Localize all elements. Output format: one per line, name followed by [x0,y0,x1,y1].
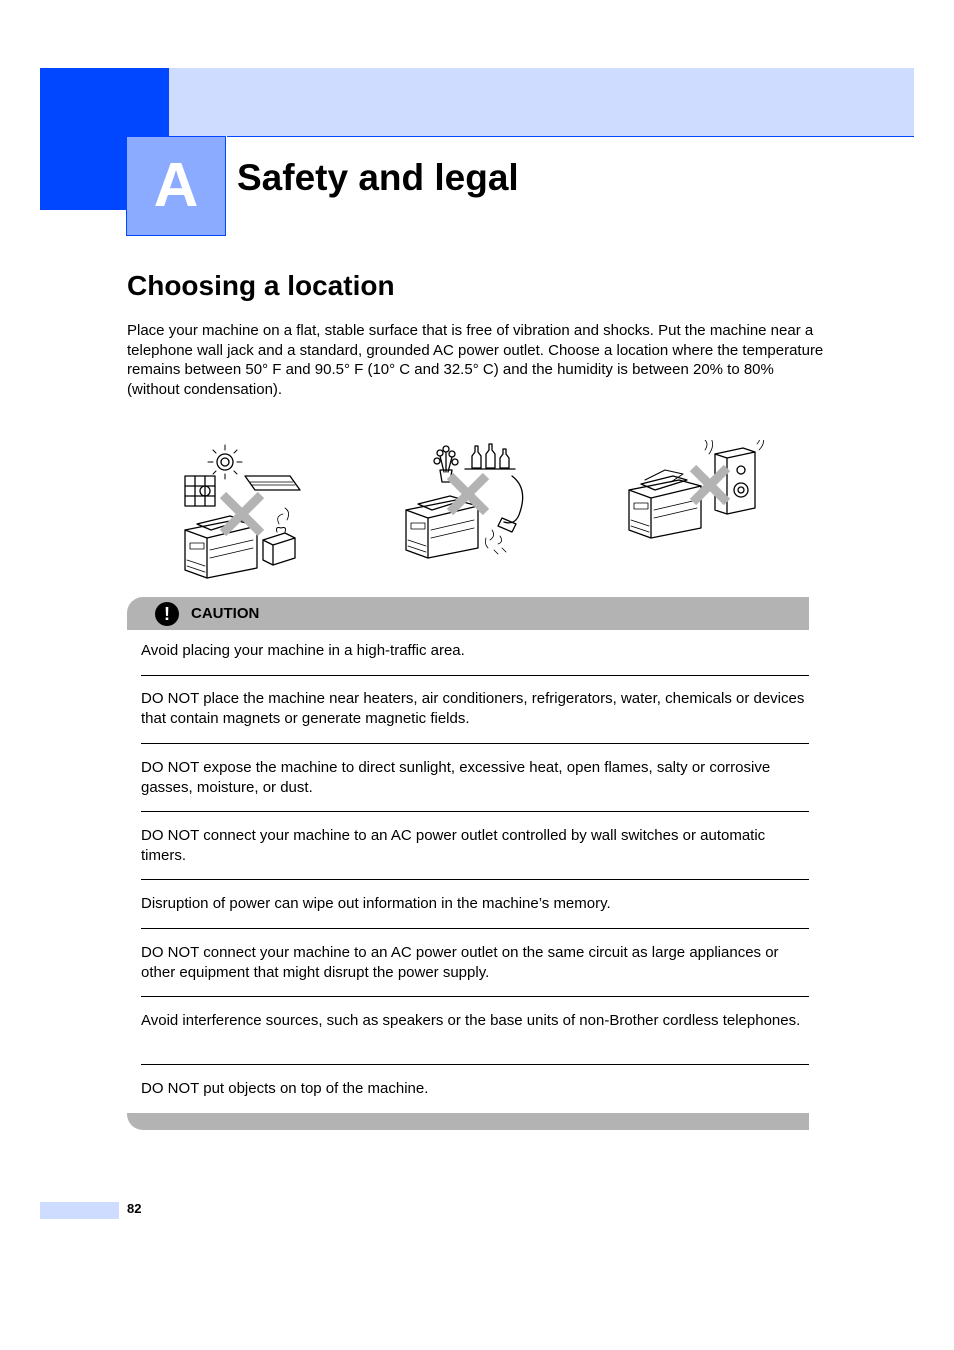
caution-divider [141,1064,809,1065]
caution-divider [141,743,809,744]
caution-footer-bar [127,1113,809,1130]
caution-header-bar [127,597,809,630]
exclamation-icon: ! [155,602,179,626]
caution-label: CAUTION [191,605,260,622]
machine-near-water-chemicals-crossed-icon [400,440,530,565]
caution-item: DO NOT expose the machine to direct sunlight, excessive heat, open flames, salty or corrosive gasses, moisture, or dust. [141,759,771,796]
caution-item: DO NOT connect your machine to an AC power outlet controlled by wall switches or automatic timers. [141,827,766,864]
page-tab [40,1202,119,1219]
caution-divider [141,879,809,880]
caution-item: DO NOT place the machine near heaters, air conditioners, refrigerators, water, chemicals or devices that contain magnets or generate magnetic fields. [141,690,805,727]
header-band [169,68,914,136]
caution-item: Disruption of power can wipe out information in the machine’s memory. [141,895,611,912]
intro-paragraph: Place your machine on a flat, stable surface that is free of vibration and shocks. Put the machine near a telephone wall jack and a standard, grounded AC power outlet. Choose a location where the temperature remains between 50° F and 90.5° F (10° C and 32.5° C) and the humidity is between 20% to 80% (without condensation). [127,322,824,398]
caution-divider [141,928,809,929]
caution-divider [141,811,809,812]
caution-divider [141,675,809,676]
caution-item: Avoid placing your machine in a high-traffic area. [141,642,465,659]
chapter-letter: A [153,151,199,220]
chapter-title: Safety and legal [237,157,519,198]
machine-near-speaker-crossed-icon [625,440,765,540]
chapter-letter-box [126,136,226,236]
caution-item: Avoid interference sources, such as speakers or the base units of non-Brother cordless telephones. [141,1012,801,1029]
caution-item: DO NOT put objects on top of the machine. [141,1080,429,1097]
caution-item: DO NOT connect your machine to an AC power outlet on the same circuit as large appliances or other equipment that might disrupt the power supply. [141,944,779,981]
section-title: Choosing a location [127,270,395,301]
header-rule [227,136,914,137]
page-number: 82 [127,1201,142,1216]
caution-divider [141,996,809,997]
machine-near-heat-sources-crossed-icon [175,440,305,585]
